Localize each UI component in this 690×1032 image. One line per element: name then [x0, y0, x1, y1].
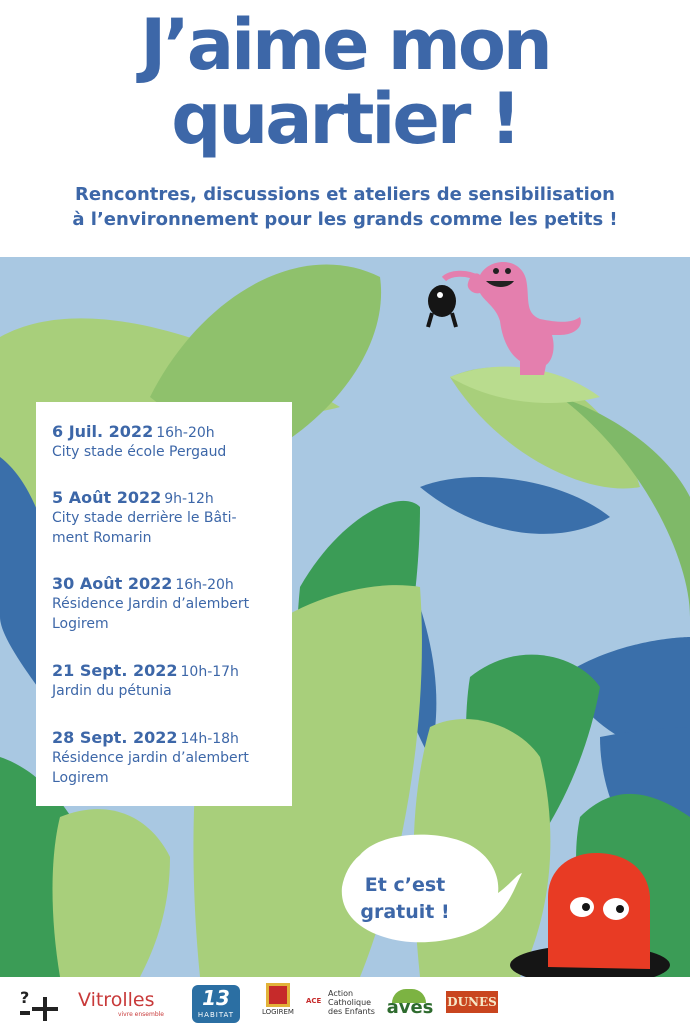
event-time: 14h-18h [180, 731, 239, 747]
ace-abbr: ACE [306, 997, 322, 1005]
aves-logo [384, 989, 436, 1021]
logirem-logo [262, 983, 294, 1017]
event-place: Logirem [52, 616, 109, 632]
plus-logo-icon [18, 987, 62, 1021]
bubble-line-2: gratuit ! [360, 901, 450, 923]
vitrolles-logo [78, 989, 164, 1018]
logirem-mark-icon [266, 983, 290, 1007]
event-date: 21 Sept. 2022 [52, 661, 178, 680]
ace-logo [306, 989, 378, 1016]
event-date: 5 Août 2022 [52, 488, 162, 507]
page-title [0, 4, 690, 160]
red-monster-pupil-right [616, 905, 624, 913]
event-place: Résidence Jardin d’alembert [52, 596, 250, 612]
svg-text:?: ? [20, 988, 30, 1007]
event-date: 28 Sept. 2022 [52, 728, 178, 747]
ace-line-1: Action [328, 989, 354, 998]
event-item [52, 574, 286, 634]
event-place: Jardin du pétunia [52, 683, 172, 699]
event-time: 16h-20h [156, 425, 215, 441]
subtitle [0, 182, 690, 232]
event-date: 30 Août 2022 [52, 574, 173, 593]
pink-monster-eye-right [505, 268, 511, 274]
vitrolles-tagline: vivre ensemble [117, 1011, 164, 1018]
ace-line-2: Catholique [328, 998, 372, 1007]
event-place: City stade derrière le Bâti- [52, 510, 237, 526]
dunes-logo [446, 991, 498, 1013]
events-card [36, 402, 292, 806]
event-item [52, 422, 286, 462]
black-monster-body [428, 285, 456, 317]
event-place: City stade école Pergaud [52, 444, 227, 460]
vitrolles-name: Vitrolles [78, 989, 155, 1011]
dunes-name: DUNES [447, 995, 497, 1009]
event-time: 16h-20h [175, 577, 234, 593]
red-monster-pupil-left [582, 903, 590, 911]
red-monster-body [548, 853, 650, 969]
event-place: Logirem [52, 770, 109, 786]
habitat13-logo [192, 985, 240, 1023]
event-place: ment Romarin [52, 530, 152, 546]
title-line-1: J’aime mon [140, 4, 550, 86]
event-date: 6 Juil. 2022 [52, 422, 154, 441]
subtitle-line-2: à l’environnement pour les grands comme les petits ! [72, 209, 618, 230]
event-item [52, 661, 286, 701]
partner-logos-bar [0, 977, 690, 1032]
black-monster-eye [437, 292, 443, 298]
speech-bubble-text [350, 872, 460, 926]
ace-line-3: des Enfants [328, 1007, 375, 1016]
event-item [52, 728, 286, 788]
title-line-2: quartier ! [171, 78, 519, 160]
pink-monster-eye-left [493, 268, 499, 274]
event-time: 10h-17h [180, 664, 239, 680]
event-item [52, 488, 286, 548]
logirem-label: LOGIREM [262, 1008, 294, 1016]
habitat13-number: 13 [202, 986, 230, 1010]
habitat13-label: HABITAT [197, 1011, 235, 1019]
aves-name: aves [386, 997, 434, 1018]
subtitle-line-1: Rencontres, discussions et ateliers de sensibilisation [75, 184, 615, 205]
event-place: Résidence jardin d’alembert [52, 750, 249, 766]
event-time: 9h-12h [164, 491, 214, 507]
bubble-line-1: Et c’est [364, 874, 446, 896]
